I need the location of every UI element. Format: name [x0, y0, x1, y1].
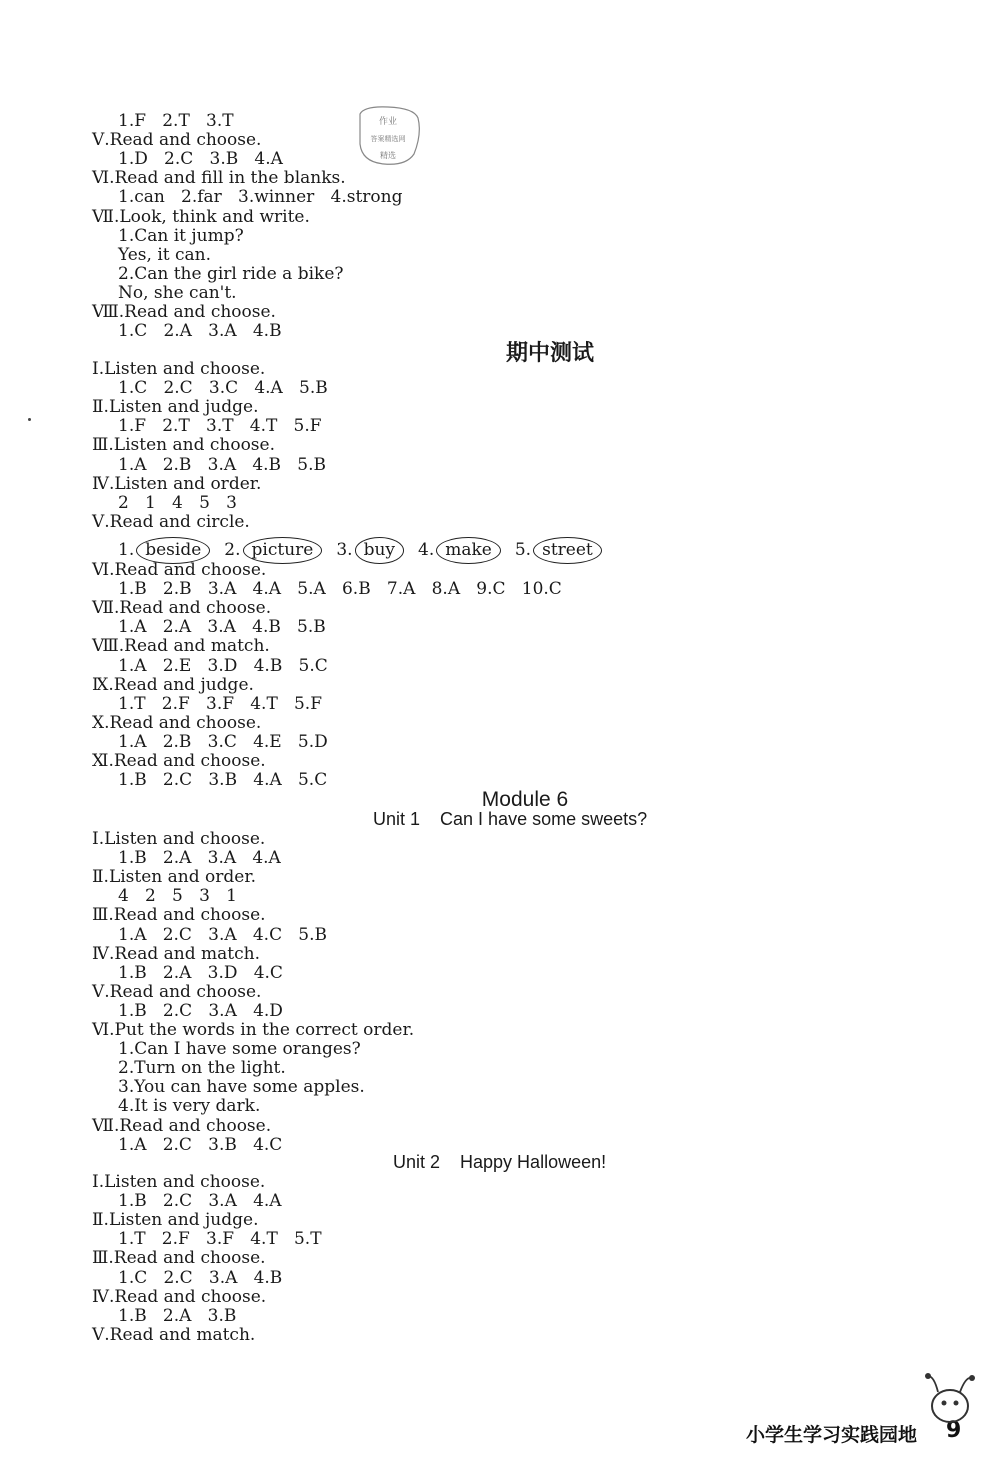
- section-heading: Ⅴ.Read and circle.: [92, 511, 250, 532]
- section-heading: Ⅸ.Read and judge.: [92, 674, 254, 695]
- stamp-footer: 精选: [380, 151, 396, 160]
- section-heading: Ⅰ.Listen and choose.: [92, 1172, 266, 1192]
- section-heading: Ⅷ.Read and match.: [92, 636, 270, 657]
- page-footer: [746, 1410, 976, 1456]
- section-heading: Ⅳ.Read and match.: [92, 943, 260, 964]
- answer-line: 4 2 5 3 1: [118, 886, 237, 907]
- circled-number: 4.: [418, 540, 435, 560]
- answer-line: 1.D 2.C 3.B 4.A: [118, 149, 283, 170]
- circled-word: beside: [136, 537, 210, 564]
- answer-line: 1.A 2.A 3.A 4.B 5.B: [118, 617, 326, 638]
- unit2-title: Unit 2 Happy Halloween!: [393, 1152, 607, 1172]
- section-heading: Ⅳ.Read and choose.: [92, 1286, 267, 1307]
- section-heading: Ⅺ.Read and choose.: [92, 751, 266, 771]
- answer-line: 1.C 2.C 3.C 4.A 5.B: [118, 378, 328, 399]
- answer-line: 2.Can the girl ride a bike?: [118, 263, 344, 284]
- section-heading: Ⅱ.Listen and judge.: [92, 397, 259, 418]
- answer-line: 1.A 2.B 3.A 4.B 5.B: [118, 454, 326, 475]
- answer-line: 1.A 2.E 3.D 4.B 5.C: [118, 655, 328, 676]
- circled-word: picture: [243, 537, 323, 564]
- answer-line: 1.B 2.B 3.A 4.A 5.A 6.B 7.A 8.A 9.C 10.C: [118, 579, 562, 600]
- homework-stamp: [354, 104, 422, 168]
- midterm-test-title: 期中测试: [505, 341, 594, 366]
- answer-line: 1.A 2.C 3.B 4.C: [118, 1134, 283, 1155]
- section-heading: Ⅲ.Read and choose.: [92, 1248, 266, 1269]
- answer-line: 1.T 2.F 3.F 4.T 5.F: [118, 693, 323, 714]
- answer-line: 1.B 2.A 3.D 4.C: [118, 962, 283, 983]
- stamp-subtitle: 答案精选网: [370, 135, 406, 143]
- answer-line: 1.B 2.C 3.A 4.D: [118, 1000, 283, 1021]
- stamp-title: 作业: [378, 117, 398, 127]
- section-heading: Ⅵ.Put the words in the correct order.: [92, 1020, 415, 1040]
- answer-line: 1.A 2.C 3.A 4.C 5.B: [118, 924, 328, 945]
- circled-item: [515, 537, 602, 564]
- section-heading: Ⅹ.Read and choose.: [92, 712, 262, 733]
- answer-line: 2 1 4 5 3: [118, 492, 237, 513]
- section-heading: Ⅶ.Read and choose.: [92, 1115, 272, 1136]
- answer-line: 1.F 2.T 3.T: [118, 111, 234, 131]
- bee-logo-icon: [924, 1370, 976, 1426]
- section-heading: Ⅶ.Read and choose.: [92, 598, 272, 619]
- section-heading: Ⅴ.Read and choose.: [92, 981, 262, 1002]
- circled-item: [418, 537, 501, 564]
- circled-number: 5.: [514, 540, 532, 560]
- scan-speck: [28, 418, 31, 421]
- section-heading: Ⅱ.Listen and order.: [92, 867, 256, 888]
- page-number: 9: [946, 1418, 962, 1443]
- answer-line: 1.C 2.A 3.A 4.B: [118, 321, 282, 342]
- answer-line: 3.You can have some apples.: [118, 1077, 365, 1098]
- answer-line: 1.Can it jump?: [118, 225, 244, 246]
- answer-line: 4.It is very dark.: [118, 1096, 261, 1117]
- section-heading: Ⅵ.Read and choose.: [92, 560, 267, 580]
- circled-word: street: [533, 537, 602, 564]
- section-heading: Ⅴ.Read and choose.: [92, 130, 262, 151]
- answer-line: 2.Turn on the light.: [118, 1058, 286, 1079]
- section-heading: Ⅰ.Listen and choose.: [92, 829, 266, 849]
- section-heading: Ⅵ.Read and fill in the blanks.: [92, 168, 346, 189]
- answer-line: 1.B 2.A 3.B: [118, 1305, 237, 1326]
- answer-line: 1.can 2.far 3.winner 4.strong: [118, 187, 403, 208]
- answer-line: 1.C 2.C 3.A 4.B: [118, 1267, 283, 1288]
- section-heading: Ⅰ.Listen and choose.: [92, 359, 266, 379]
- circled-item: [336, 537, 404, 564]
- section-heading: Ⅲ.Listen and choose.: [92, 435, 275, 456]
- circled-number: 1.: [118, 540, 135, 560]
- answer-line: 1.A 2.B 3.C 4.E 5.D: [118, 731, 328, 752]
- circled-word: make: [436, 537, 501, 564]
- section-heading: Ⅲ.Read and choose.: [92, 905, 266, 926]
- answer-line: 1.B 2.C 3.A 4.A: [118, 1191, 282, 1212]
- answer-line: Yes, it can.: [118, 244, 212, 265]
- answer-line: No, she can't.: [118, 282, 237, 303]
- section-heading: Ⅳ.Listen and order.: [92, 473, 262, 494]
- circled-number: 3.: [336, 540, 353, 560]
- section-heading: Ⅴ.Read and match.: [92, 1324, 256, 1345]
- section-heading: Ⅶ.Look, think and write.: [92, 206, 310, 227]
- answer-line: 1.Can I have some oranges?: [118, 1039, 361, 1060]
- unit1-title: Unit 1 Can I have some sweets?: [373, 809, 648, 829]
- section-heading: Ⅷ.Read and choose.: [92, 302, 276, 322]
- answer-line: 1.F 2.T 3.T 4.T 5.F: [118, 416, 322, 437]
- answer-line: 1.B 2.C 3.B 4.A 5.C: [118, 770, 328, 791]
- module-title: Module 6: [481, 788, 569, 811]
- answer-line: 1.T 2.F 3.F 4.T 5.T: [118, 1229, 322, 1250]
- brand-label: 小学生学习实践园地: [746, 1424, 918, 1446]
- circled-word: buy: [355, 537, 404, 564]
- answer-line: 1.B 2.A 3.A 4.A: [118, 848, 281, 869]
- section-heading: Ⅱ.Listen and judge.: [92, 1210, 259, 1231]
- circled-number: 2.: [224, 540, 241, 560]
